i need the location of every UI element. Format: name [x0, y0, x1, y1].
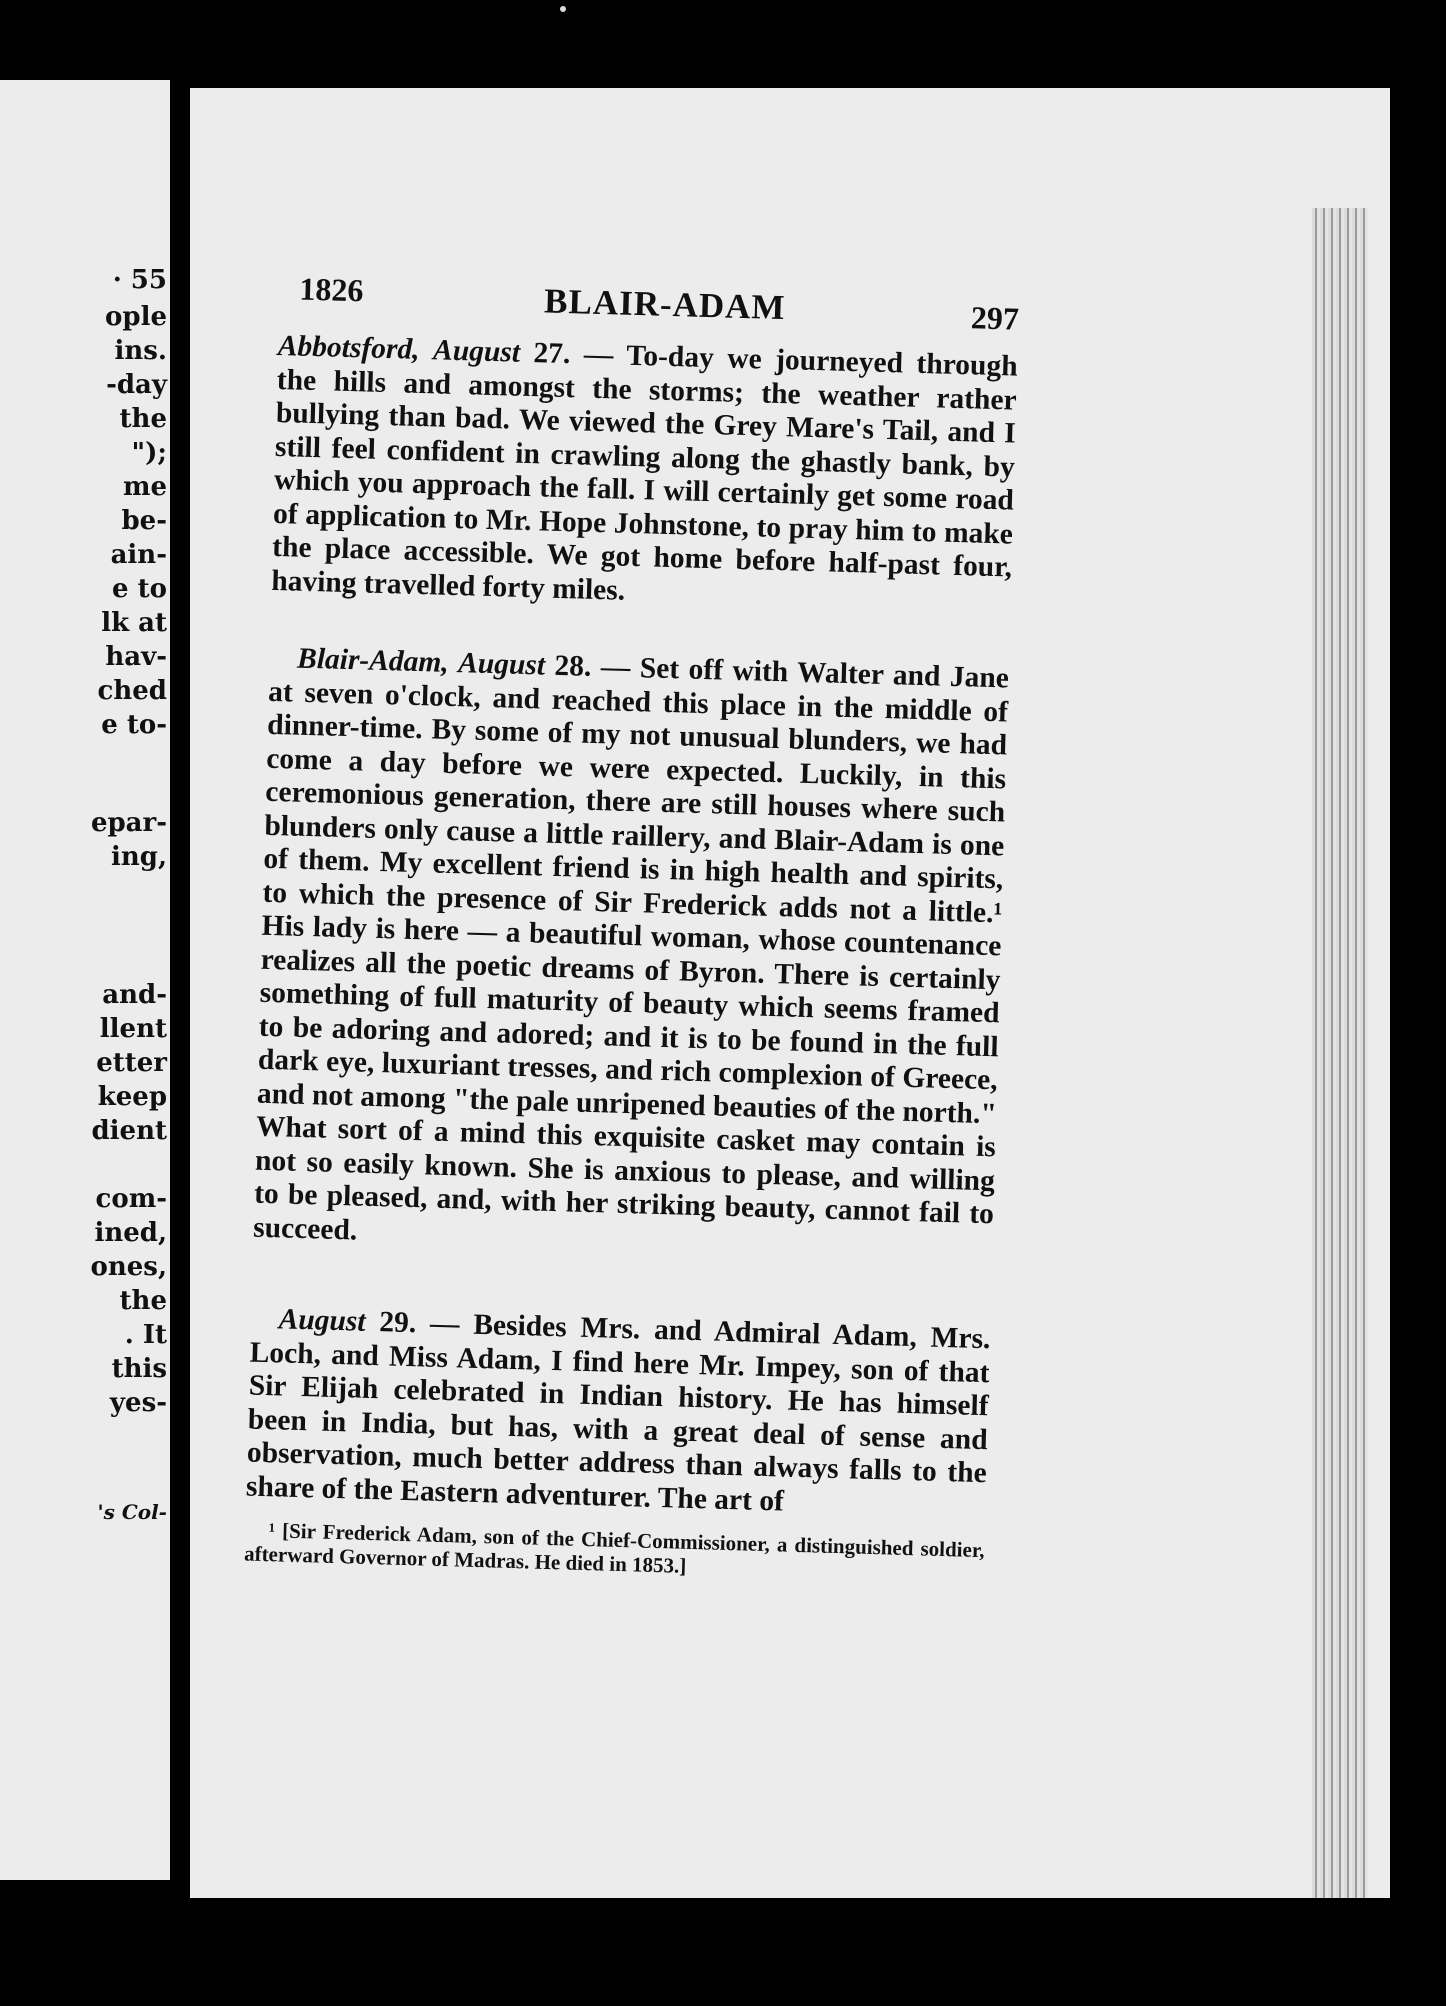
journal-entry	[271, 330, 1018, 619]
left-page-line: -day	[106, 370, 167, 400]
footnote: ¹ [Sir Frederick Adam, son of the Chief-Commissioner, a distinguished soldier, afterward Governor of Madras. He died in 1853.]	[243, 1518, 985, 1578]
left-page-line: lk at	[101, 608, 167, 638]
left-page-line: ins.	[114, 336, 167, 366]
page-text	[243, 270, 1019, 1607]
left-page-line: etter	[96, 1048, 167, 1078]
left-page-line: ople	[105, 302, 167, 332]
left-page-line: the	[119, 404, 167, 434]
page-edge	[1312, 208, 1368, 1898]
scan-speck	[560, 6, 566, 12]
left-page-line: ones,	[90, 1252, 167, 1282]
journal-entry	[246, 1303, 991, 1525]
left-page-line: llent	[99, 1014, 167, 1044]
entry-date: August	[432, 334, 521, 369]
left-page-line: and-	[102, 980, 167, 1010]
left-page-line: yes-	[109, 1388, 167, 1418]
left-page-line: be-	[121, 506, 167, 536]
left-page-line: e to	[112, 574, 167, 604]
left-page-line: the	[119, 1286, 167, 1316]
left-page-line: me	[122, 472, 167, 502]
page-number: 297	[970, 299, 1020, 337]
left-page-line: hav-	[105, 642, 167, 672]
left-page-line: ");	[131, 438, 167, 468]
entry-body: 28. — Set off with Walter and Jane at seven o'clock, and reached this place in the middle of dinner-time. By some of my not unusual blunders, we had come a day before we were expected. Luckily, in this ceremonious generation, there are still houses where such blunders only cause a little raillery, and Blair-Adam is one of them. My excellent friend is in high health and spirits, to which the presence of Sir Frederick adds not a little.¹ His lady is here — a beautiful woman, whose countenance realizes all the poetic dreams of Byron. There is certainly something of full maturity of beauty which seems framed to be adoring and adored; and it is to be found in the full dark eye, luxuriant tresses, and rich complexion of Greece, and not among "the pale unripened beauties of the north." What sort of a mind this exquisite casket may contain is not so easily known. She is anxious to please, and willing to be pleased, and, with her striking beauty, cannot fail to succeed.	[252, 649, 1010, 1247]
left-page-line: epar-	[90, 808, 167, 838]
left-page	[0, 80, 175, 1880]
entry-body: 29. — Besides Mrs. and Admiral Adam, Mrs. Loch, and Miss Adam, I find here Mr. Impey, son of that Sir Elijah celebrated in Indian history. He has himself been in India, but has, with a great deal of sense and observation, much better address than always falls to the share of the Eastern adventurer. The art of	[245, 1305, 991, 1518]
left-page-line: keep	[97, 1082, 167, 1112]
entry-place: Abbotsford,	[277, 329, 421, 366]
journal-entry	[253, 642, 1010, 1265]
header-year: 1826	[298, 270, 364, 309]
left-page-line: · 55	[112, 265, 167, 295]
left-page-line: ched	[97, 676, 167, 706]
left-page-line: e to-	[101, 710, 167, 740]
left-page-line: dient	[91, 1116, 167, 1146]
entry-date: August	[278, 1303, 367, 1338]
book-gutter	[170, 80, 192, 1900]
left-page-line: . It	[124, 1320, 167, 1350]
entry-place: Blair-Adam,	[296, 642, 450, 679]
running-title: BLAIR-ADAM	[543, 281, 787, 328]
left-page-line: ined,	[94, 1218, 167, 1248]
entry-body: 27. — To-day we journeyed through the hills and amongst the storms; the weather rather bullying than bad. We viewed the Grey Mare's Tail, and I still feel confident in crawling along the ghastly bank, by which you approach the fall. I will certainly get some road of application to Mr. Hope Johnstone, to pray him to make the place accessible. We got home before half-past four, having travelled forty miles.	[270, 336, 1019, 607]
left-page-line: this	[111, 1354, 167, 1384]
left-page-line: com-	[95, 1184, 167, 1214]
left-page-line: 's Col-	[97, 1500, 167, 1524]
entry-date: August	[457, 647, 546, 682]
left-page-line: ing,	[110, 842, 167, 872]
left-page-line: ain-	[110, 540, 167, 570]
